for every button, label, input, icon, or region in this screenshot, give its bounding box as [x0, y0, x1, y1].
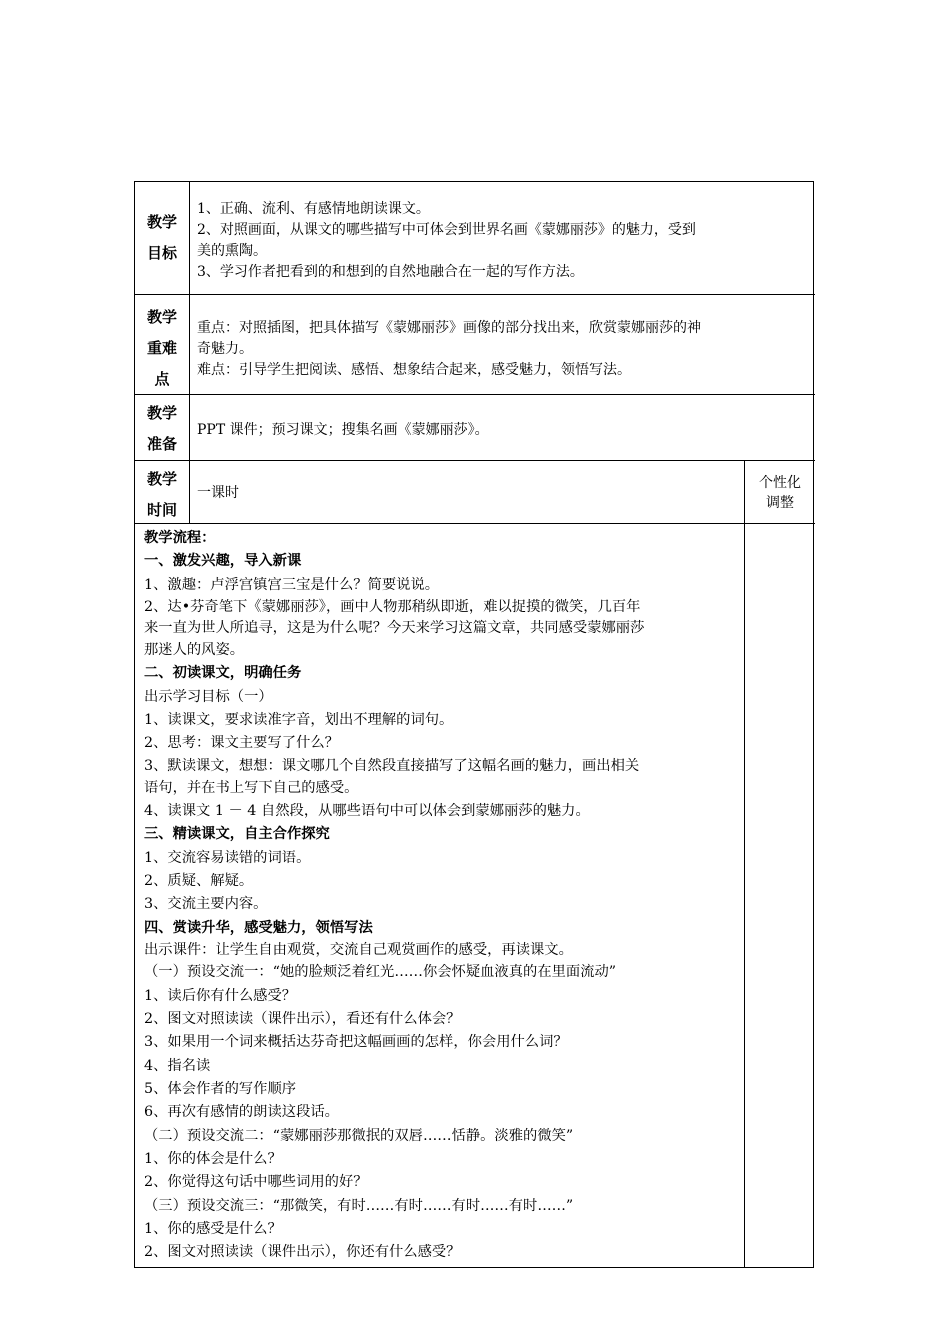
- process-line: （二）预设交流二：“蒙娜丽莎那微抿的双唇……恬静。淡雅的微笑”: [144, 1127, 574, 1144]
- row-divider: [135, 460, 815, 461]
- process-line: 1、读后你有什么感受？: [144, 987, 297, 1004]
- key-points-label-line: 教学: [146, 308, 177, 326]
- process-heading: 教学流程：: [144, 530, 216, 546]
- key-point-line: 难点：引导学生把阅读、感悟、想象结合起来，感受魅力，领悟写法。: [197, 362, 631, 378]
- process-line: 1、激趣：卢浮宫镇宫三宝是什么？简要说说。: [144, 576, 440, 593]
- process-line: 来一直为世人所追寻，这是为什么呢？今天来学习这篇文章，共同感受蒙娜丽莎: [144, 620, 645, 637]
- process-line: 出示课件：让学生自由观赏，交流自己观赏画作的感受，再读课文。: [144, 942, 573, 959]
- key-point-line: 奇魅力。: [197, 341, 253, 357]
- time-content: [197, 483, 733, 503]
- lesson-plan-table: [134, 181, 814, 1268]
- process-line: 2、你觉得这句话中哪些词用的好？: [144, 1174, 368, 1191]
- key-point-line: 重点：对照插图，把具体描写《蒙娜丽莎》画像的部分找出来，欣赏蒙娜丽莎的神: [197, 320, 701, 336]
- goal-line: 3、学习作者把看到的和想到的自然地融合在一起的写作方法。: [197, 264, 584, 280]
- process-heading: 四、赏读升华，感受魅力，领悟写法: [144, 919, 373, 936]
- process-line: 2、图文对照读读（课件出示），你还有什么感受？: [144, 1244, 461, 1261]
- key-points-label: [135, 302, 189, 395]
- process-line: 4、读课文 1 － 4 自然段，从哪些语句中可以体会到蒙娜丽莎的魅力。: [144, 803, 590, 820]
- preparation-content: [197, 420, 803, 440]
- process-line: （一）预设交流一：“她的脸颊泛着红光……你会怀疑血液真的在里面流动”: [144, 964, 617, 981]
- preparation-label-line: 教学: [146, 404, 177, 422]
- process-line: 2、质疑、解疑。: [144, 873, 254, 890]
- side-label-line: 个性化: [759, 475, 801, 491]
- process-line: 1、你的感受是什么？: [144, 1220, 282, 1237]
- time-label: [135, 464, 189, 526]
- key-points-label-line: 点: [154, 370, 170, 388]
- teaching-process: [144, 527, 742, 1265]
- goal-line: 美的熏陶。: [197, 243, 267, 259]
- preparation-text: PPT 课件；预习课文；搜集名画《蒙娜丽莎》。: [197, 422, 489, 438]
- goals-content: [197, 199, 803, 283]
- process-heading: 三、精读课文，自主合作探究: [144, 826, 330, 843]
- process-line: 3、默读课文，想想：课文哪几个自然段直接描写了这幅名画的魅力，画出相关: [144, 757, 640, 774]
- time-label-line: 时间: [146, 501, 177, 519]
- process-line: 3、交流主要内容。: [144, 896, 268, 913]
- goals-label-line: 教学: [146, 213, 177, 231]
- side-column-divider: [744, 460, 745, 1268]
- process-line: 4、指名读: [144, 1057, 211, 1074]
- goal-line: 2、对照画面，从课文的哪些描写中可体会到世界名画《蒙娜丽莎》的魅力，受到: [197, 222, 696, 238]
- process-heading: 一、激发兴趣，导入新课: [144, 553, 302, 570]
- time-text: 一课时: [197, 485, 239, 501]
- preparation-label: [135, 398, 189, 460]
- process-line: 6、再次有感情的朗读这段话。: [144, 1104, 339, 1121]
- row-divider: [135, 394, 815, 395]
- process-line: 3、如果用一个词来概括达芬奇把这幅画画的怎样，你会用什么词？: [144, 1034, 568, 1051]
- key-points-label-line: 重难: [146, 339, 177, 357]
- process-line: 1、你的体会是什么？: [144, 1150, 282, 1167]
- row-divider: [135, 294, 815, 295]
- process-line: 5、体会作者的写作顺序: [144, 1080, 297, 1097]
- side-label-line: 调整: [766, 495, 794, 511]
- personalized-adjustment-label: [745, 473, 815, 513]
- label-column-divider: [189, 182, 190, 523]
- process-heading: 二、初读课文，明确任务: [144, 665, 302, 682]
- key-points-content: [197, 318, 803, 381]
- process-line: 出示学习目标（一）: [144, 688, 273, 705]
- time-label-line: 教学: [146, 470, 177, 488]
- process-line: 那迷人的风姿。: [144, 642, 245, 659]
- process-line: 2、图文对照读读（课件出示），看还有什么体会？: [144, 1010, 461, 1027]
- goal-line: 1、正确、流利、有感情地朗读课文。: [197, 201, 430, 217]
- process-line: 2、思考：课文主要写了什么？: [144, 735, 339, 752]
- process-line: 1、交流容易读错的词语。: [144, 849, 311, 866]
- process-line: （三）预设交流三：“那微笑，有时……有时……有时……有时……”: [144, 1197, 574, 1214]
- process-line: 语句，并在书上写下自己的感受。: [144, 779, 359, 796]
- preparation-label-line: 准备: [146, 435, 177, 453]
- process-line: 1、读课文，要求读准字音，划出不理解的词句。: [144, 712, 454, 729]
- goals-label-line: 目标: [146, 244, 177, 262]
- goals-label: [135, 207, 189, 269]
- process-line: 2、达•芬奇笔下《蒙娜丽莎》，画中人物那稍纵即逝，难以捉摸的微笑，几百年: [144, 599, 641, 616]
- row-divider: [135, 523, 815, 524]
